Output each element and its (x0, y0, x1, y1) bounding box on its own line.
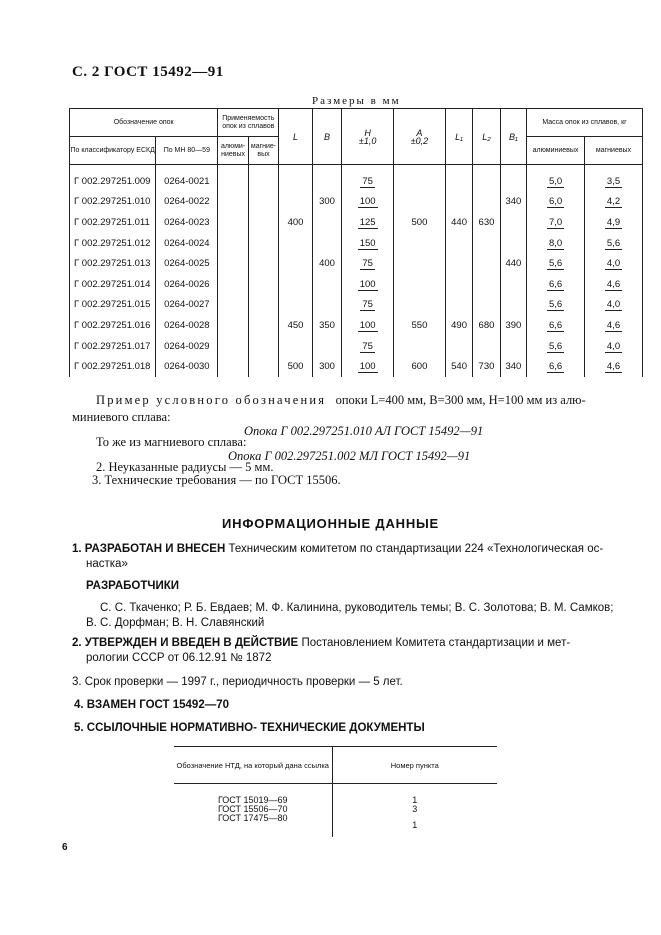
cell-L (279, 192, 313, 213)
cell-H: 125 (342, 212, 394, 233)
cell-H: 100 (342, 356, 394, 377)
cell-mm: 4,2 (585, 192, 643, 213)
cell-mm: 4,0 (585, 336, 643, 357)
section-3: 3. Срок проверки — 1997 г., периодичность проверки — 5 лет. (72, 676, 403, 688)
col-L-header: L (279, 109, 313, 165)
cell-L (279, 165, 313, 192)
cell-eskd: Г 002.297251.013 (70, 253, 156, 274)
cell-B (312, 165, 341, 192)
cell-al (218, 192, 248, 213)
cell-L (279, 295, 313, 316)
same-magn-label: То же из магниевого сплава: (96, 435, 247, 449)
col-magn-header: магние-вых (248, 137, 278, 165)
cell-H: 75 (342, 253, 394, 274)
cell-mg (248, 295, 278, 316)
cell-L1 (445, 295, 472, 316)
cell-ma: 6,6 (527, 315, 585, 336)
code-magn: Опока Г 002.297251.002 МЛ ГОСТ 15492—91 (228, 449, 471, 463)
cell-L (279, 274, 313, 295)
cell-eskd: Г 002.297251.012 (70, 233, 156, 254)
table-row (70, 336, 643, 357)
table-row (70, 356, 643, 377)
cell-L2 (473, 336, 500, 357)
section-1-cont: настка» (86, 558, 128, 570)
section-1: 1. РАЗРАБОТАН И ВНЕСЕН Техническим комитетом по стандартизации 224 «Технологическая ос- (72, 543, 604, 555)
cell-mn: 0264-0023 (156, 212, 218, 233)
developers-line-1: С. С. Ткаченко; Р. Б. Евдаев; М. Ф. Калинина, руководитель темы; В. С. Золотова; В. М. Самков; (100, 602, 614, 614)
cell-L1 (445, 336, 472, 357)
cell-B1: 440 (500, 253, 526, 274)
cell-eskd: Г 002.297251.016 (70, 315, 156, 336)
cell-al (218, 274, 248, 295)
cell-eskd: Г 002.297251.015 (70, 295, 156, 316)
cell-B1: 340 (500, 356, 526, 377)
code-alum: Опока Г 002.297251.010 АЛ ГОСТ 15492—91 (244, 424, 484, 438)
cell-H: 150 (342, 233, 394, 254)
cell-mm: 5,6 (585, 233, 643, 254)
col-applicability-header: Применяемость опок из сплавов (218, 109, 279, 137)
col-mass-header: Масса опок из сплавов, кг (527, 109, 643, 137)
cell-mn: 0264-0030 (156, 356, 218, 377)
cell-eskd: Г 002.297251.018 (70, 356, 156, 377)
cell-A (394, 233, 446, 254)
cell-mm: 3,5 (585, 165, 643, 192)
cell-ma: 6,6 (527, 356, 585, 377)
cell-B (312, 274, 341, 295)
cell-A (394, 192, 446, 213)
cell-ma: 7,0 (527, 212, 585, 233)
info-title: ИНФОРМАЦИОННЫЕ ДАННЫЕ (221, 516, 440, 531)
cell-mg (248, 212, 278, 233)
cell-ma: 8,0 (527, 233, 585, 254)
cell-mm: 4,9 (585, 212, 643, 233)
dimensions-table (69, 108, 643, 377)
note-3: 3. Технические требования — по ГОСТ 15506. (92, 473, 341, 487)
cell-eskd: Г 002.297251.017 (70, 336, 156, 357)
col-mass-alum-header: алюминиевых (527, 137, 585, 165)
col-mass-magn-header: магниевых (585, 137, 643, 165)
cell-B1 (500, 336, 526, 357)
cell-L2 (473, 192, 500, 213)
cell-L2 (473, 274, 500, 295)
cell-mg (248, 192, 278, 213)
col-A-header: A ±0,2 (394, 109, 446, 165)
cell-mn: 0264-0027 (156, 295, 218, 316)
cell-L2 (473, 165, 500, 192)
cell-A: 500 (394, 212, 446, 233)
ref-item: 1 (412, 795, 418, 805)
references-table (174, 746, 497, 837)
cell-B1 (500, 274, 526, 295)
cell-al (218, 165, 248, 192)
cell-al (218, 253, 248, 274)
cell-L1: 440 (445, 212, 472, 233)
cell-ma: 5,6 (527, 295, 585, 316)
cell-H: 75 (342, 295, 394, 316)
cell-B1: 390 (500, 315, 526, 336)
cell-L1 (445, 165, 472, 192)
cell-mn: 0264-0024 (156, 233, 218, 254)
ref-item-header: Номер пункта (332, 747, 497, 784)
section-2-cont: рологии СССР от 06.12.91 № 1872 (86, 652, 272, 664)
cell-L: 500 (279, 356, 313, 377)
cell-al (218, 212, 248, 233)
table-row (70, 295, 643, 316)
cell-mn: 0264-0025 (156, 253, 218, 274)
cell-mg (248, 233, 278, 254)
cell-H: 75 (342, 336, 394, 357)
cell-B: 350 (312, 315, 341, 336)
cell-A (394, 274, 446, 295)
col-B-header: B (312, 109, 341, 165)
cell-L (279, 336, 313, 357)
cell-mn: 0264-0028 (156, 315, 218, 336)
cell-B: 300 (312, 192, 341, 213)
ref-row (174, 814, 497, 837)
table-row (70, 165, 643, 192)
cell-ma: 5,0 (527, 165, 585, 192)
cell-mg (248, 253, 278, 274)
ref-item: 1 (412, 820, 418, 830)
cell-mn: 0264-0029 (156, 336, 218, 357)
sizes-label: Размеры в мм (312, 95, 401, 107)
cell-H: 100 (342, 192, 394, 213)
example-line: Пример условного обозначения опоки L=400 мм, B=300 мм, H=100 мм из алю- (96, 393, 586, 407)
cell-al (218, 295, 248, 316)
cell-L1 (445, 192, 472, 213)
cell-mm: 4,6 (585, 356, 643, 377)
cell-B (312, 295, 341, 316)
cell-ma: 5,6 (527, 336, 585, 357)
cell-L (279, 233, 313, 254)
cell-L2 (473, 233, 500, 254)
cell-L: 450 (279, 315, 313, 336)
cell-H: 75 (342, 165, 394, 192)
cell-L2: 730 (473, 356, 500, 377)
col-H-header: H ±1,0 (342, 109, 394, 165)
cell-B (312, 336, 341, 357)
table-row (70, 192, 643, 213)
cell-al (218, 233, 248, 254)
example-cont: миниевого сплава: (72, 410, 171, 424)
cell-eskd: Г 002.297251.014 (70, 274, 156, 295)
cell-L (279, 253, 313, 274)
ref-doc-header: Обозначение НТД, на который дана ссылка (174, 747, 332, 784)
cell-A (394, 165, 446, 192)
cell-ma: 6,0 (527, 192, 585, 213)
cell-B (312, 233, 341, 254)
cell-mn: 0264-0022 (156, 192, 218, 213)
cell-L2 (473, 253, 500, 274)
cell-mg (248, 274, 278, 295)
cell-B1 (500, 165, 526, 192)
col-eskd-header: По классификатору ЕСКД (70, 137, 156, 165)
cell-A (394, 336, 446, 357)
cell-A (394, 295, 446, 316)
page-number: 6 (62, 842, 68, 853)
col-alum-header: алюми-ниевых (218, 137, 248, 165)
cell-eskd: Г 002.297251.009 (70, 165, 156, 192)
col-L2-header: L₂ (473, 109, 500, 165)
cell-A (394, 253, 446, 274)
cell-eskd: Г 002.297251.010 (70, 192, 156, 213)
cell-L1 (445, 253, 472, 274)
cell-mm: 4,6 (585, 274, 643, 295)
dimensions-table-body (70, 165, 643, 377)
ref-doc: ГОСТ 15506—70 (174, 805, 332, 814)
cell-B (312, 212, 341, 233)
col-L1-header: L₁ (445, 109, 472, 165)
section-5: 5. ССЫЛОЧНЫЕ НОРМАТИВНО- ТЕХНИЧЕСКИЕ ДОКУМЕНТЫ (74, 722, 425, 734)
ref-row (174, 784, 497, 806)
cell-H: 100 (342, 274, 394, 295)
page-header: С. 2 ГОСТ 15492—91 (72, 64, 224, 80)
cell-B: 300 (312, 356, 341, 377)
cell-L2: 630 (473, 212, 500, 233)
references-table-body (174, 784, 497, 838)
cell-B1 (500, 295, 526, 316)
cell-L1 (445, 233, 472, 254)
developers-heading: РАЗРАБОТЧИКИ (86, 580, 179, 592)
note-2: 2. Неуказанные радиусы — 5 мм. (96, 460, 274, 474)
cell-mg (248, 165, 278, 192)
cell-H: 100 (342, 315, 394, 336)
section-2: 2. УТВЕРЖДЕН И ВВЕДЕН В ДЕЙСТВИЕ Постановлением Комитета стандартизации и мет- (72, 637, 571, 649)
cell-al (218, 336, 248, 357)
cell-L2: 680 (473, 315, 500, 336)
table-row (70, 212, 643, 233)
cell-mm: 4,6 (585, 315, 643, 336)
cell-B: 400 (312, 253, 341, 274)
ref-doc: ГОСТ 15019—69 (174, 784, 332, 806)
cell-L1 (445, 274, 472, 295)
cell-B1: 340 (500, 192, 526, 213)
cell-mg (248, 356, 278, 377)
cell-A: 600 (394, 356, 446, 377)
cell-al (218, 315, 248, 336)
cell-ma: 6,6 (527, 274, 585, 295)
cell-ma: 5,6 (527, 253, 585, 274)
table-row (70, 233, 643, 254)
cell-B1 (500, 212, 526, 233)
cell-L1: 490 (445, 315, 472, 336)
col-mn-header: По МН 80—59 (156, 137, 218, 165)
table-row (70, 274, 643, 295)
section-4: 4. ВЗАМЕН ГОСТ 15492—70 (74, 699, 230, 711)
table-row (70, 253, 643, 274)
cell-eskd: Г 002.297251.011 (70, 212, 156, 233)
cell-mg (248, 336, 278, 357)
cell-A: 550 (394, 315, 446, 336)
table-row (70, 315, 643, 336)
cell-L: 400 (279, 212, 313, 233)
cell-mm: 4,0 (585, 295, 643, 316)
developers-line-2: В. С. Дорфман; В. Н. Славянский (86, 617, 265, 629)
ref-item: 3 (412, 804, 418, 814)
cell-mn: 0264-0021 (156, 165, 218, 192)
cell-al (218, 356, 248, 377)
col-designation-header: Обозначение опок (70, 109, 218, 137)
cell-B1 (500, 233, 526, 254)
cell-mm: 4,0 (585, 253, 643, 274)
cell-L2 (473, 295, 500, 316)
cell-L1: 540 (445, 356, 472, 377)
cell-mg (248, 315, 278, 336)
col-B1-header: B₁ (500, 109, 526, 165)
ref-doc: ГОСТ 17475—80 (174, 814, 332, 837)
cell-mn: 0264-0026 (156, 274, 218, 295)
